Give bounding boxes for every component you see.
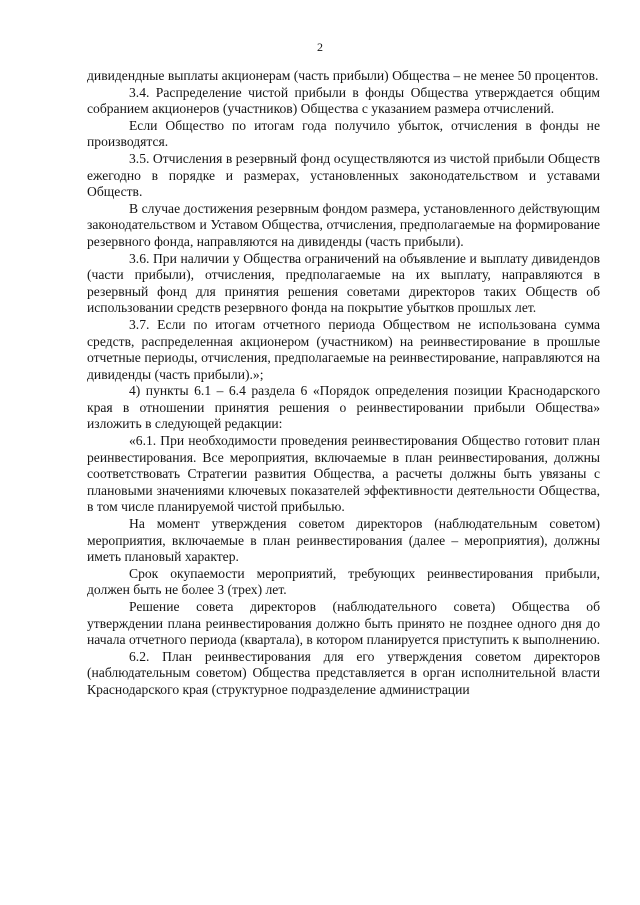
paragraph-6-1: «6.1. При необходимости проведения реинвестирования Общество готовит план реинвестирования. Все мероприятия, включаемые в план реинвестирования, должны соответствовать Стратегии развития Общества, а расчеты должны быть увязаны с плановыми значениями ключевых показателей эффективности деятельности Общества, в том числе планируемой чистой прибылью.	[87, 433, 600, 515]
paragraph-3-7: 3.7. Если по итогам отчетного периода Обществом не использована сумма средств, распределенная акционером (участником) на реинвестирование в прошлые отчетные периоды, отчисления, предполагаемые на реинвестирование, направляются на дивиденды (часть прибыли).»;	[87, 316, 600, 382]
paragraph-dividend-payout-continuation: дивидендные выплаты акционерам (часть прибыли) Общества – не менее 50 процентов.	[87, 68, 599, 83]
paragraph-3-4: 3.4. Распределение чистой прибыли в фонды Общества утверждается общим собранием акционеров (участников) Общества с указанием размера отчислений.	[87, 84, 600, 117]
paragraph-3-5: 3.5. Отчисления в резервный фонд осуществляются из чистой прибыли Обществ ежегодно в порядке и размерах, установленных законодательством и уставами Обществ.	[87, 150, 600, 200]
paragraph-6-2: 6.2. План реинвестирования для его утверждения советом директоров (наблюдательным советом) Общества представляется в орган исполнительной власти Краснодарского края (структурное подразделение администрации	[87, 648, 600, 697]
paragraph-loss-no-deductions: Если Общество по итогам года получило убыток, отчисления в фонды не производятся.	[87, 117, 600, 150]
paragraph-amendment-item-4: 4) пункты 6.1 – 6.4 раздела 6 «Порядок определения позиции Краснодарского края в отношении принятия решения о реинвестировании прибыли Общества» изложить в следующей редакции:	[87, 383, 600, 432]
paragraph-payback-period: Срок окупаемости мероприятий, требующих реинвестирования прибыли, должен быть не более 3 (трех) лет.	[87, 565, 600, 598]
paragraph-board-decision: Решение совета директоров (наблюдательного совета) Общества об утверждении плана реинвестирования должно быть принято не позднее одного дня до начала отчетного периода (квартала), в котором планируется приступить к выполнению.	[87, 599, 601, 648]
paragraph-planned-measures: На момент утверждения советом директоров (наблюдательным советом) мероприятия, включаемые в план реинвестирования (далее – мероприятия), должны иметь плановый характер.	[87, 516, 600, 565]
document-body	[87, 68, 600, 699]
paragraph-3-6: 3.6. При наличии у Общества ограничений на объявление и выплату дивидендов (части прибыли), отчисления, предполагаемые на их выплату, направляются в резервный фонд для принятия решения советами директоров таких Обществ об использовании средств резервного фонда на покрытие убытков прошлых лет.	[87, 250, 600, 316]
paragraph-reserve-fund-limit: В случае достижения резервным фондом размера, установленного действующим законодательством и Уставом Общества, отчисления, предполагаемые на формирование резервного фонда, направляются на дивиденды (часть прибыли).	[87, 200, 600, 249]
page-number: 2	[317, 40, 323, 54]
